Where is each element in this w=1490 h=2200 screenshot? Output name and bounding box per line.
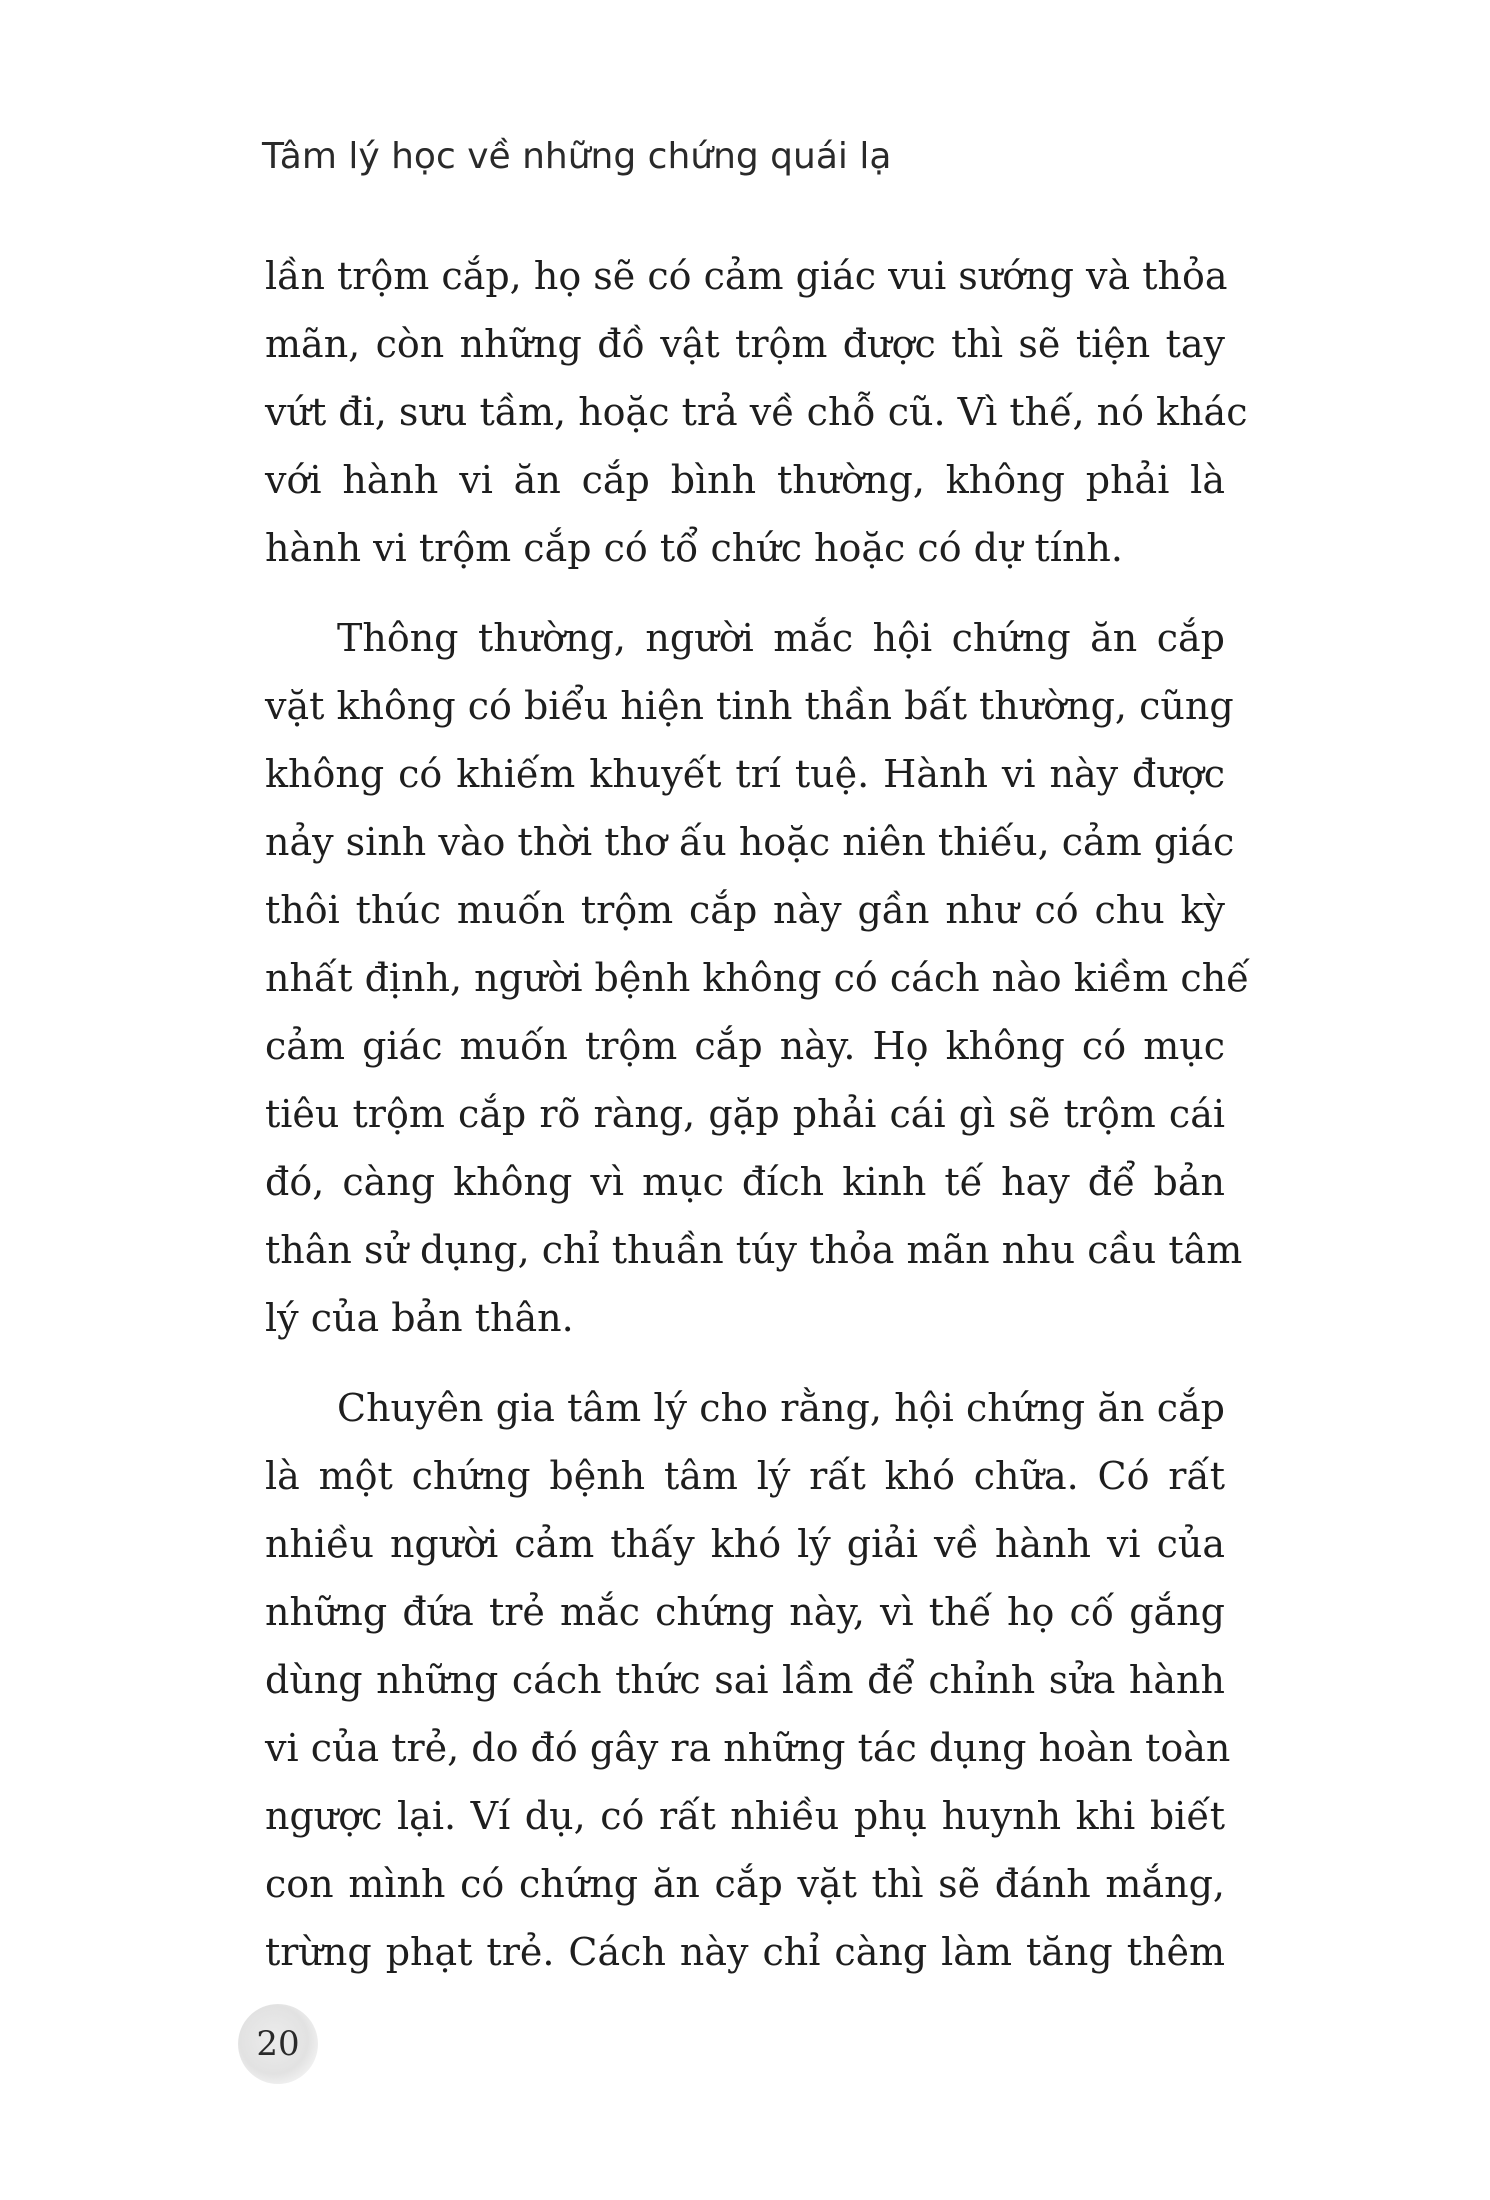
text-line: nhiều người cảm thấy khó lý giải về hành vi của xyxy=(265,1522,1225,1566)
text-line: dùng những cách thức sai lầm để chỉnh sửa hành xyxy=(265,1658,1225,1702)
text-line: tiêu trộm cắp rõ ràng, gặp phải cái gì sẽ trộm cái xyxy=(265,1092,1225,1136)
text-line: đó, càng không vì mục đích kinh tế hay để bản xyxy=(265,1160,1225,1204)
text-line: con mình có chứng ăn cắp vặt thì sẽ đánh mắng, xyxy=(265,1862,1225,1906)
text-line: mãn, còn những đồ vật trộm được thì sẽ tiện tay xyxy=(265,322,1225,366)
text-line: hành vi trộm cắp có tổ chức hoặc có dự tính. xyxy=(265,526,1123,570)
text-line: lần trộm cắp, họ sẽ có cảm giác vui sướng và thỏa xyxy=(265,254,1228,298)
text-line: nảy sinh vào thời thơ ấu hoặc niên thiếu, cảm giác xyxy=(265,820,1235,864)
text-line: vặt không có biểu hiện tinh thần bất thường, cũng xyxy=(265,684,1234,728)
paragraph-3 xyxy=(265,1374,1231,1986)
page-number-badge xyxy=(238,2004,318,2084)
text-line: trừng phạt trẻ. Cách này chỉ càng làm tăng thêm xyxy=(265,1930,1225,1974)
text-line: những đứa trẻ mắc chứng này, vì thế họ cố gắng xyxy=(265,1590,1225,1634)
text-line: là một chứng bệnh tâm lý rất khó chữa. Có rất xyxy=(265,1454,1225,1498)
text-line: không có khiếm khuyết trí tuệ. Hành vi này được xyxy=(265,752,1225,796)
text-line: thôi thúc muốn trộm cắp này gần như có chu kỳ xyxy=(265,888,1225,932)
text-line: vi của trẻ, do đó gây ra những tác dụng hoàn toàn xyxy=(265,1726,1231,1770)
text-line: Chuyên gia tâm lý cho rằng, hội chứng ăn cắp xyxy=(337,1386,1225,1430)
paragraph-2 xyxy=(265,604,1250,1352)
text-line: với hành vi ăn cắp bình thường, không phải là xyxy=(265,458,1225,502)
text-line: nhất định, người bệnh không có cách nào kiềm chế xyxy=(265,956,1250,1000)
text-line: lý của bản thân. xyxy=(265,1296,574,1340)
paragraph-1 xyxy=(265,242,1248,582)
page-number: 20 xyxy=(256,2024,300,2064)
text-line: ngược lại. Ví dụ, có rất nhiều phụ huynh khi biết xyxy=(265,1794,1225,1838)
text-line: thân sử dụng, chỉ thuần túy thỏa mãn nhu cầu tâm xyxy=(265,1228,1243,1272)
text-line: vứt đi, sưu tầm, hoặc trả về chỗ cũ. Vì thế, nó khác xyxy=(265,390,1248,434)
text-line: cảm giác muốn trộm cắp này. Họ không có mục xyxy=(265,1024,1225,1068)
text-line: Thông thường, người mắc hội chứng ăn cắp xyxy=(337,616,1225,660)
running-head: Tâm lý học về những chứng quái lạ xyxy=(262,136,892,177)
body-text xyxy=(265,242,1250,1986)
